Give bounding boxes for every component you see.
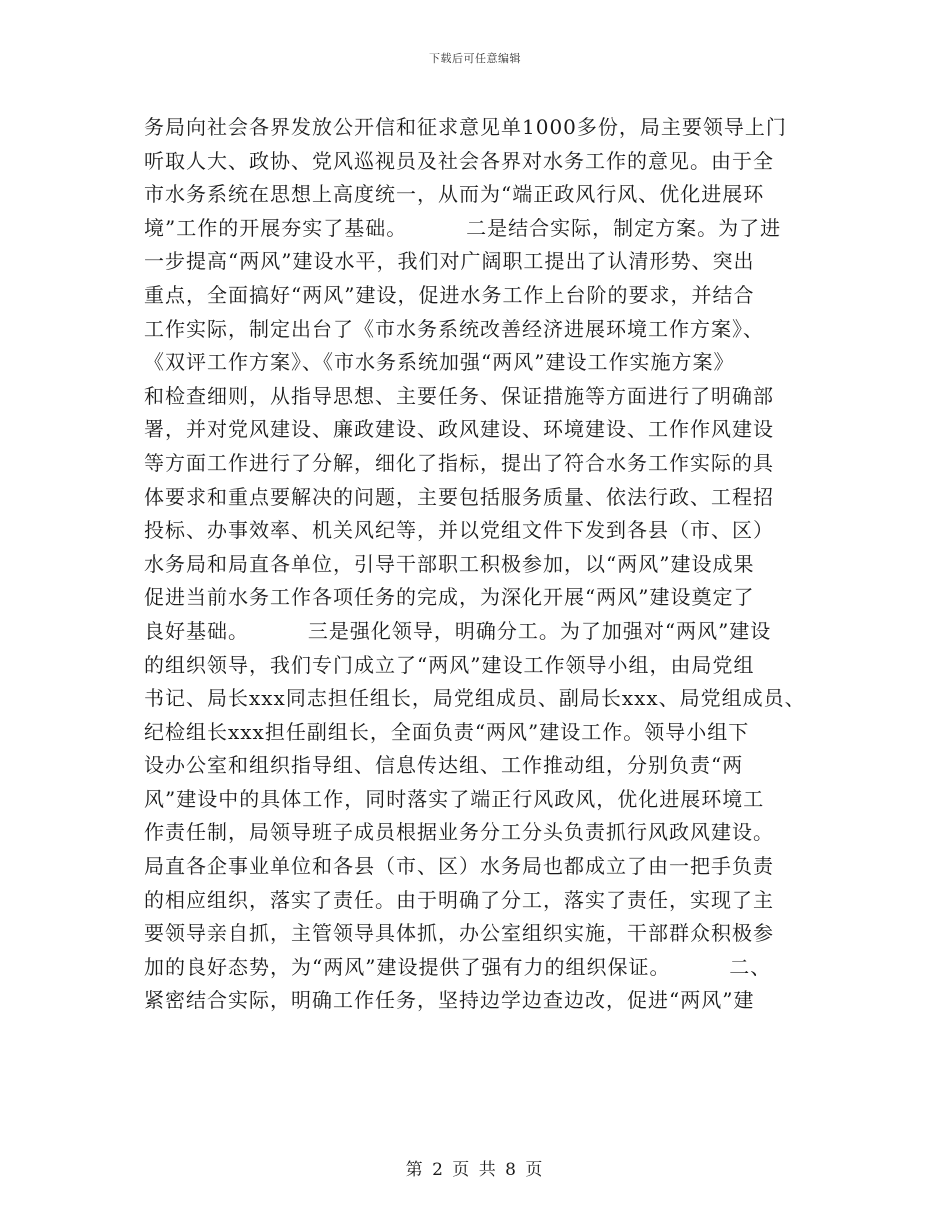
text-line: 境”工作的开展夯实了基础。 二是结合实际，制定方案。为了进 — [144, 215, 782, 240]
text-line: 《双评工作方案》、《市水务系统加强“两风”建设工作实施方案》 — [144, 350, 735, 375]
text-line: 重点，全面搞好“两风”建设，促进水务工作上台阶的要求，并结合 — [144, 282, 755, 307]
text-line: 风”建设中的具体工作，同时落实了端正行风政风，优化进展环境工 — [144, 786, 765, 811]
text-line: 加的良好态势，为“两风”建设提供了强有力的组织保证。 二、 — [144, 954, 772, 979]
text-line: 局直各企事业单位和各县（市、区）水务局也都成立了由一把手负责 — [144, 854, 774, 879]
text-line: 水务局和局直各单位，引导干部职工积极参加，以“两风”建设成果 — [144, 551, 755, 576]
text-line: 务局向社会各界发放公开信和征求意见单1000多份，局主要领导上门 — [144, 115, 787, 139]
text-line: 的相应组织，落实了责任。由于明确了分工，落实了责任，实现了主 — [144, 887, 774, 912]
text-line: 署，并对党风建设、廉政建设、政风建设、环境建设、工作作风建设 — [144, 417, 774, 442]
text-line: 促进当前水务工作各项任务的完成，为深化开展“两风”建设奠定了 — [144, 585, 755, 610]
text-line: 体要求和重点要解决的问题，主要包括服务质量、依法行政、工程招 — [144, 484, 774, 509]
text-line: 的组织领导，我们专门成立了“两风”建设工作领导小组，由局党组 — [144, 652, 755, 677]
document-body — [144, 111, 844, 1018]
text-line: 要领导亲自抓，主管领导具体抓，办公室组织实施，干部群众积极参 — [144, 921, 774, 946]
text-line: 紧密结合实际，明确工作任务，坚持边学边查边改，促进“两风”建 — [144, 988, 755, 1013]
page-number-footer: 第 2 页 共 8 页 — [405, 1160, 545, 1180]
page-header-note: 下载后可任意编辑 — [429, 52, 521, 65]
text-line: 投标、办事效率、机关风纪等，并以党组文件下发到各县（市、区） — [144, 518, 774, 543]
text-line: 良好基础。 三是强化领导，明确分工。为了加强对“两风”建设 — [144, 618, 772, 643]
text-line: 作责任制，局领导班子成员根据业务分工分头负责抓行风政风建设。 — [144, 820, 774, 845]
text-line: 一步提高“两风”建设水平，我们对广阔职工提出了认清形势、突出 — [144, 249, 755, 274]
text-line: 设办公室和组织指导组、信息传达组、工作推动组，分别负责“两 — [144, 753, 744, 778]
text-line: 市水务系统在思想上高度统一，从而为“端正政风行风、优化进展环 — [144, 182, 765, 207]
text-line: 工作实际，制定出台了《市水务系统改善经济进展环境工作方案》、 — [144, 316, 764, 341]
text-line: 纪检组长xxx担任副组长，全面负责“两风”建设工作。领导小组下 — [144, 719, 750, 744]
text-line: 等方面工作进行了分解，细化了指标，提出了符合水务工作实际的具 — [144, 450, 774, 475]
text-line: 书记、局长xxx同志担任组长，局党组成员、副局长xxx、局党组成员、 — [144, 686, 806, 711]
text-line: 听取人大、政协、党风巡视员及社会各界对水务工作的意见。由于全 — [144, 148, 774, 173]
text-line: 和检查细则，从指导思想、主要任务、保证措施等方面进行了明确部 — [144, 383, 774, 408]
